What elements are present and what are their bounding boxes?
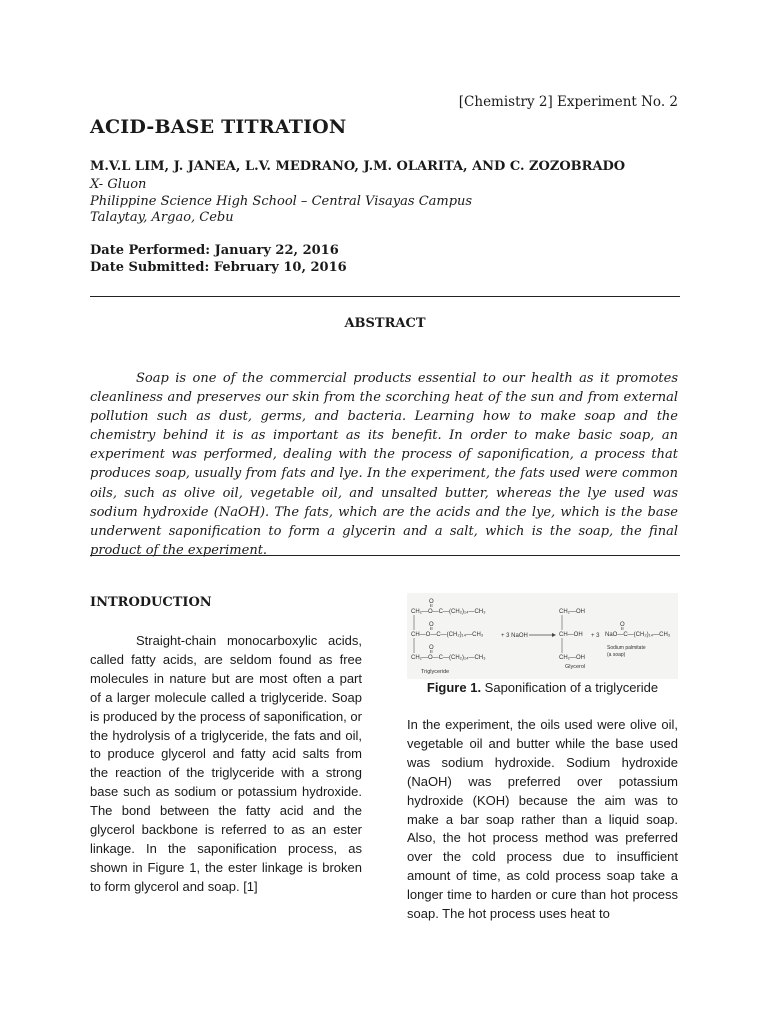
soap-formula: NaO—C—(CH₂)₁₄—CH₃ [605,632,671,638]
figure-caption [407,680,678,695]
date-performed: Date Performed: January 22, 2016 [90,243,339,258]
bottom-divider [90,555,680,556]
saponification-diagram [407,593,678,679]
date-submitted: Date Submitted: February 10, 2016 [90,260,347,275]
oxygen-label-3: O [429,645,434,651]
glycerol-label: Glycerol [565,664,586,670]
methods-body: In the experiment, the oils used were olive oil, vegetable oil and butter while the base used was sodium hydroxide. Sodium hydroxide (NaOH) was preferred over potassium hydroxide (KOH) because the aim was to make a bar soap rather than a liquid soap. Also, the hot process method was preferred over the cold process due to insufficient amount of time, as cold process soap take a longer time to harden or cure than hot process soap. The hot process uses heat to [407,717,678,922]
course-experiment-label: [Chemistry 2] Experiment No. 2 [458,94,678,110]
glycerol-row-3: CH₂—OH [559,655,585,661]
soap-label-1: Sodium palmitate [607,645,646,651]
reaction-arrow-head [552,633,556,637]
soap-label-2: (a soap) [607,652,626,658]
figure-caption-text: Saponification of a triglyceride [481,680,659,695]
abstract-body: Soap is one of the commercial products essential to our health as it promotes cleanliness and preserves our skin from the scorching heat of the sun and from external pollution such as dust, germs, and bacteria. Learning how to make soap and the chemistry behind it is as important as its benefit. In order to make basic soap, an experiment was performed, dealing with the process of saponification, a process that produces soap, usually from fats and lye. In the experiment, the fats used were common oils, such as olive oil, vegetable oil, and unsalted butter, whereas the lye used was sodium hydroxide (NaOH). The fats, which are the acids and the lye, which is the base underwent saponification to form a glycerin and a salt, which is the soap, the final product of the experiment. [90,371,678,558]
glycerol-row-2: CH—OH [559,632,583,638]
introduction-heading: INTRODUCTION [90,595,212,610]
triglyceride-row-1: CH₂—O—C—(CH₂)₁₄—CH₃ [411,609,486,615]
paper-title: ACID-BASE TITRATION [90,116,347,138]
top-divider [90,296,680,297]
abstract-heading: ABSTRACT [344,316,426,331]
affiliation-school: Philippine Science High School – Central Visayas Campus [90,194,473,209]
oxygen-label-1: O [429,599,434,605]
saponification-figure [407,593,678,679]
introduction-body: Straight-chain monocarboxylic acids, called fatty acids, are seldom found as free molecules in nature but are most often a part of a larger molecule called a triglyceride. Soap is produced by the process of saponification, or the hydrolysis of a triglyceride, the fats and oil, to produce glycerol and fatty acid salts from the reaction of the triglyceride with a strong base such as sodium or potassium hydroxide. The bond between the fatty acid and the glycerol backbone is referred to as an ester linkage. In the saponification process, as shown in Figure 1, the ester linkage is broken to form glycerol and soap. [1] [90,633,362,894]
triglyceride-row-2: CH—O—C—(CH₂)₁₄—CH₃ [411,632,484,638]
plus-three-label: + 3 [591,633,600,639]
glycerol-row-1: CH₂—OH [559,609,585,615]
figure-caption-label: Figure 1. [426,680,482,695]
oxygen-label-4: O [620,622,625,628]
oxygen-label-2: O [429,622,434,628]
naoh-label: + 3 NaOH [501,633,528,639]
triglyceride-row-3: CH₂—O—C—(CH₂)₁₄—CH₃ [411,655,486,661]
affiliation-location: Talaytay, Argao, Cebu [90,210,234,225]
triglyceride-label: Triglyceride [421,669,450,675]
affiliation-section: X- Gluon [90,177,147,192]
paper-authors: M.V.L LIM, J. JANEA, L.V. MEDRANO, J.M. OLARITA, AND C. ZOZOBRADO [90,159,626,174]
